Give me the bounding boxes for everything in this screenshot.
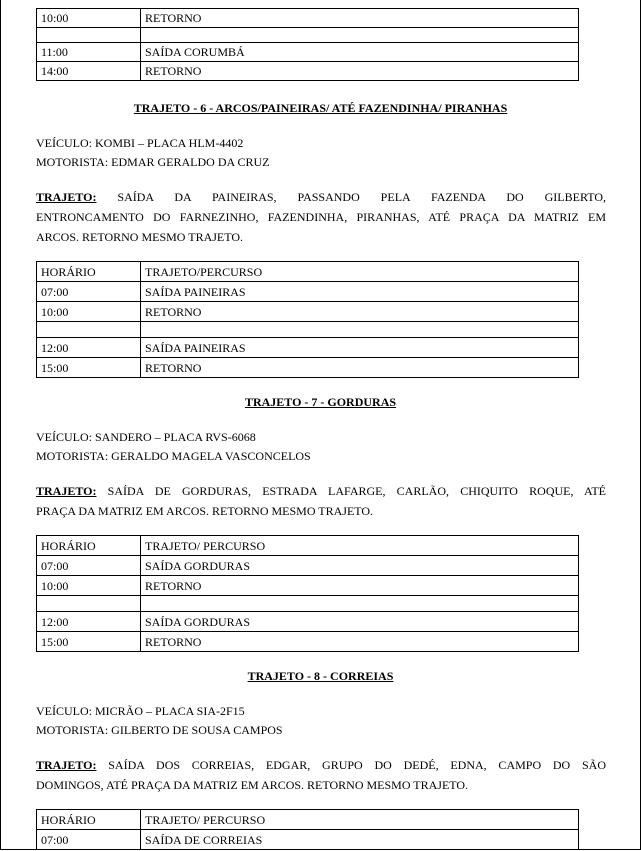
schedule-table-6 <box>36 261 579 378</box>
route-label: TRAJETO: <box>36 758 97 772</box>
time-cell: 10:00 <box>37 9 141 28</box>
route-cell: SAÍDA CORUMBÁ <box>141 43 579 62</box>
table-row <box>37 632 579 652</box>
table-row <box>37 358 579 378</box>
route-label: TRAJETO: <box>36 484 97 498</box>
route-text-line-2: PRAÇA DA MATRIZ EM ARCOS. RETORNO MESMO TRAJETO. <box>36 504 374 518</box>
route-cell: RETORNO <box>141 9 579 28</box>
route-text-line-2: DOMINGOS, ATÉ PRAÇA DA MATRIZ EM ARCOS. RETORNO MESMO TRAJETO. <box>36 778 469 792</box>
table-row <box>37 556 579 576</box>
table-row <box>37 43 579 62</box>
time-cell: 10:00 <box>37 576 141 596</box>
route-cell: RETORNO <box>141 632 579 652</box>
table-row-empty <box>37 322 579 338</box>
table-row <box>37 338 579 358</box>
section-7-route <box>36 481 606 521</box>
section-6-heading: TRAJETO - 6 - ARCOS/PAINEIRAS/ ATÉ FAZENDINHA/ PIRANHAS <box>133 101 508 115</box>
time-cell: 12:00 <box>37 338 141 358</box>
table-row <box>37 830 579 850</box>
section-7-vehicle: VEÍCULO: SANDERO – PLACA RVS-6068 <box>36 430 256 444</box>
route-text-line-1: SAÍDA DA PAINEIRAS, PASSANDO PELA FAZENDA DO GILBERTO, <box>117 190 607 204</box>
table-header-row <box>37 810 579 830</box>
time-cell <box>37 322 141 338</box>
route-cell: SAÍDA PAINEIRAS <box>141 282 579 302</box>
schedule-table-7 <box>36 535 579 652</box>
time-cell: 14:00 <box>37 62 141 81</box>
header-cell-time: HORÁRIO <box>37 536 141 556</box>
route-text-line-2: ENTRONCAMENTO DO FARNEZINHO, FAZENDINHA, PIRANHAS, ATÉ PRAÇA DA MATRIZ EM <box>36 210 606 224</box>
header-cell-time: HORÁRIO <box>37 810 141 830</box>
route-text-line-1: SAÍDA DE GORDURAS, ESTRADA LAFARGE, CARLÃO, CHIQUITO ROQUE, ATÉ <box>107 484 606 498</box>
table-row-empty <box>37 28 579 43</box>
route-cell <box>141 596 579 612</box>
section-6-vehicle: VEÍCULO: KOMBI – PLACA HLM-4402 <box>36 136 244 150</box>
time-cell: 15:00 <box>37 358 141 378</box>
table-row <box>37 282 579 302</box>
time-cell <box>37 28 141 43</box>
header-cell-route: TRAJETO/PERCURSO <box>141 262 579 282</box>
route-cell: RETORNO <box>141 358 579 378</box>
time-cell: 07:00 <box>37 556 141 576</box>
section-7-driver: MOTORISTA: GERALDO MAGELA VASCONCELOS <box>36 449 311 463</box>
route-cell: RETORNO <box>141 62 579 81</box>
time-cell: 07:00 <box>37 282 141 302</box>
route-cell: SAÍDA DE CORREIAS <box>141 830 579 850</box>
time-cell: 11:00 <box>37 43 141 62</box>
time-cell: 10:00 <box>37 302 141 322</box>
table-row-empty <box>37 596 579 612</box>
route-cell: RETORNO <box>141 576 579 596</box>
route-cell: SAÍDA GORDURAS <box>141 556 579 576</box>
section-6-driver: MOTORISTA: EDMAR GERALDO DA CRUZ <box>36 155 270 169</box>
section-7-heading: TRAJETO - 7 - GORDURAS <box>244 395 397 409</box>
route-cell <box>141 28 579 43</box>
table-row <box>37 9 579 28</box>
route-cell: RETORNO <box>141 302 579 322</box>
header-cell-route: TRAJETO/ PERCURSO <box>141 810 579 830</box>
schedule-table-top <box>36 8 579 81</box>
section-6-route <box>36 187 606 247</box>
section-8-heading: TRAJETO - 8 - CORREIAS <box>247 669 394 683</box>
table-row <box>37 576 579 596</box>
time-cell: 12:00 <box>37 612 141 632</box>
table-row <box>37 612 579 632</box>
route-text-line-3: ARCOS. RETORNO MESMO TRAJETO. <box>36 230 244 244</box>
route-cell: SAÍDA PAINEIRAS <box>141 338 579 358</box>
table-header-row <box>37 536 579 556</box>
header-cell-time: HORÁRIO <box>37 262 141 282</box>
schedule-table-8 <box>36 809 579 850</box>
route-cell: SAÍDA GORDURAS <box>141 612 579 632</box>
route-text-line-1: SAÍDA DOS CORREIAS, EDGAR, GRUPO DO DEDÉ, EDNA, CAMPO DO SÃO <box>108 758 606 772</box>
section-8-vehicle: VEÍCULO: MICRÃO – PLACA SIA-2F15 <box>36 704 245 718</box>
table-row <box>37 62 579 81</box>
table-header-row <box>37 262 579 282</box>
section-8-route <box>36 755 606 795</box>
header-cell-route: TRAJETO/ PERCURSO <box>141 536 579 556</box>
route-cell <box>141 322 579 338</box>
time-cell: 15:00 <box>37 632 141 652</box>
route-label: TRAJETO: <box>36 190 97 204</box>
time-cell: 07:00 <box>37 830 141 850</box>
section-8-driver: MOTORISTA: GILBERTO DE SOUSA CAMPOS <box>36 723 283 737</box>
table-row <box>37 302 579 322</box>
time-cell <box>37 596 141 612</box>
